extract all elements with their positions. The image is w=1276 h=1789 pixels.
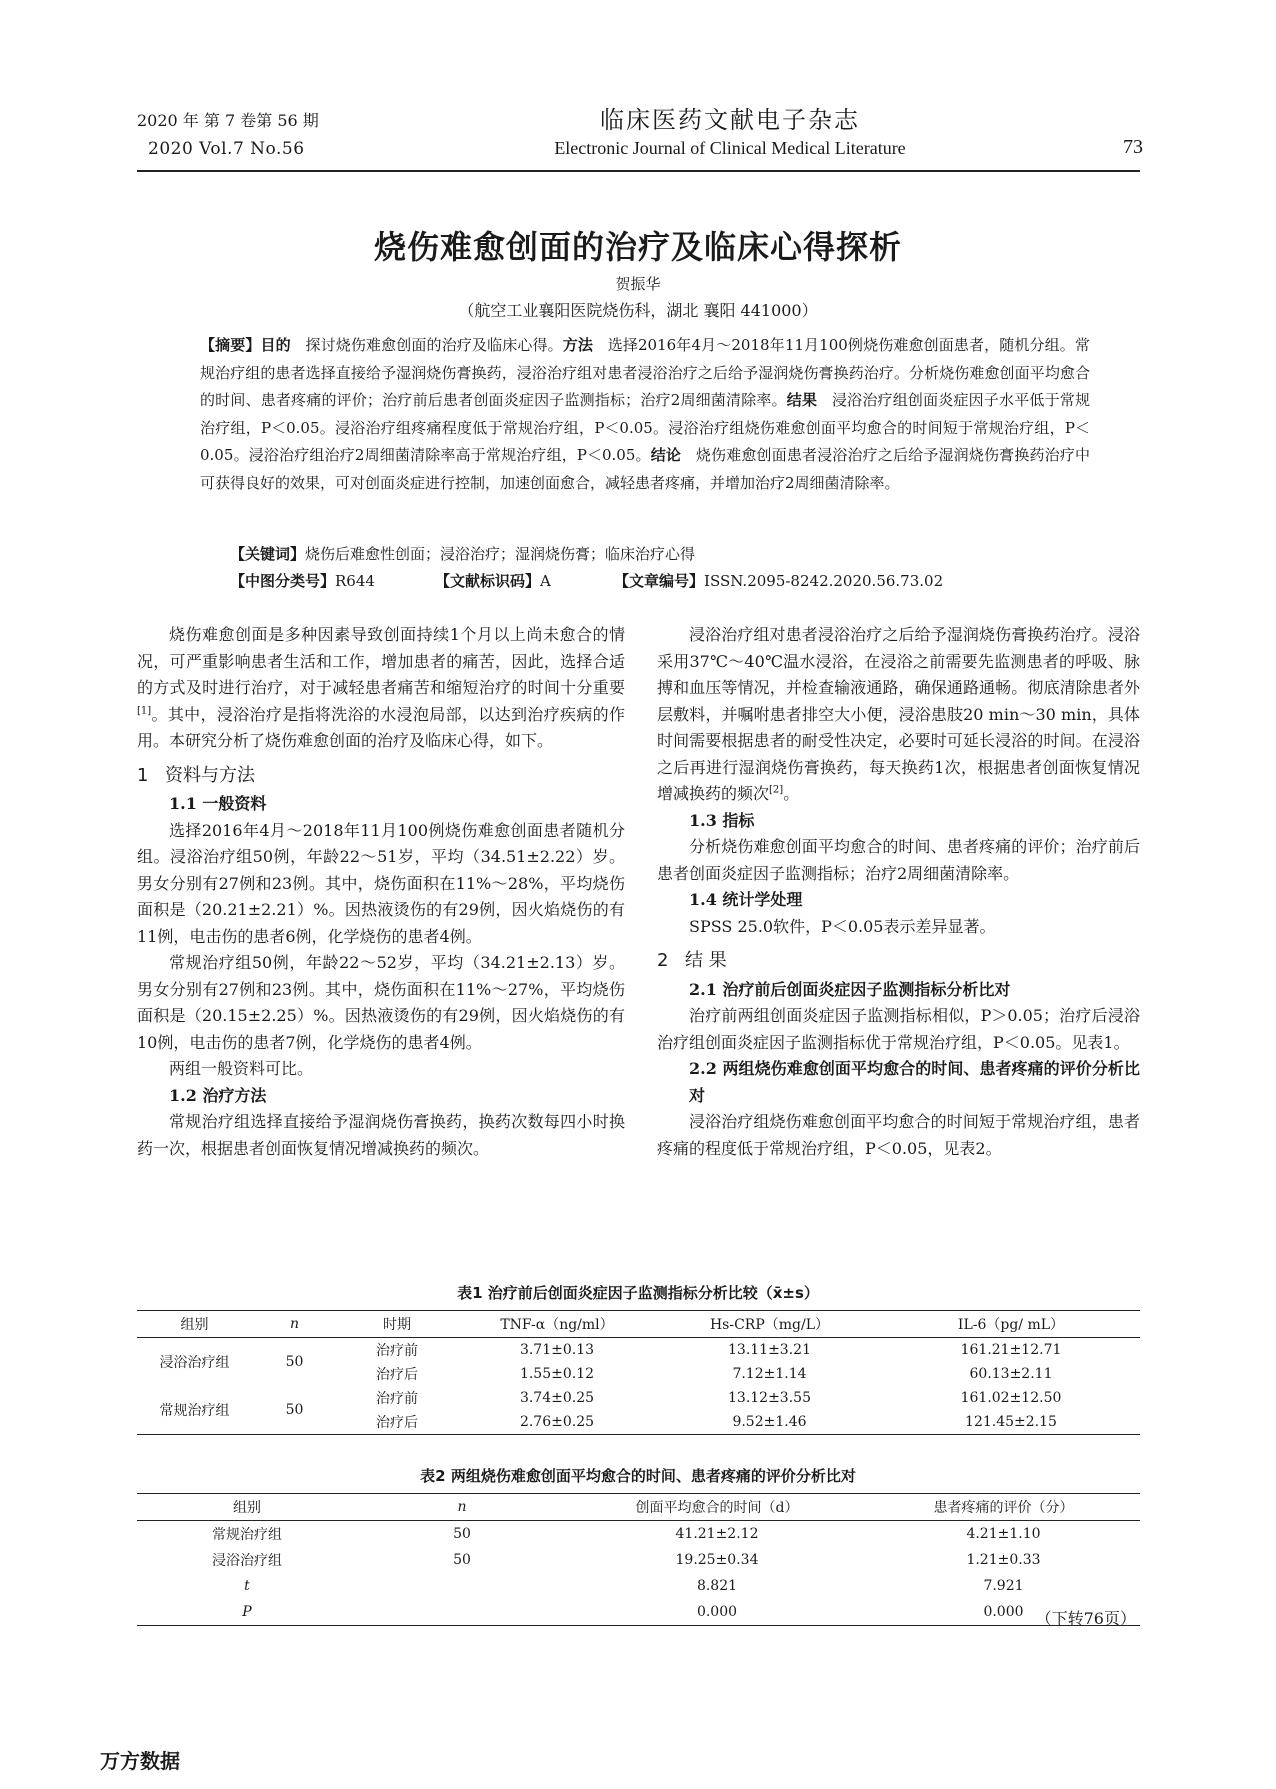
table2-cell [357,1599,567,1626]
table1-header-cell: 组别 [137,1311,252,1338]
il6-value: 60.13±2.11 [969,1366,1053,1382]
il6-value: 161.21±12.71 [960,1342,1062,1358]
tnf-value: 1.55±0.12 [519,1366,595,1382]
table-row [137,1386,1140,1410]
paragraph-2-2: 浸浴治疗组烧伤难愈创面平均愈合的时间短于常规治疗组，患者疼痛的程度低于常规治疗组，P＜0.05，见表2。 [657,1112,1140,1158]
table-row [137,1521,1140,1548]
table1-header-cell: Hs-CRP（mg/L） [657,1311,882,1338]
table2-caption: 表2 两组烧伤难愈创面平均愈合的时间、患者疼痛的评价分析比对 [420,1467,856,1485]
issue-en: 2020 Vol.7 No.56 [148,139,305,159]
table2-cell: 4.21±1.10 [966,1526,1041,1542]
paragraph-1-2-b: 浸浴治疗组对患者浸浴治疗之后给予湿润烧伤膏换药治疗。浸浴采用37℃～40℃温水浸浴，在浸浴之前需要先监测患者的呼吸、脉搏和血压等情况，并检查输液通路，确保通路通畅。彻底清除患者外层敷料，并嘱咐患者排空大小便，浸浴患肢20 min～30 min，具体时间需要根据患者的耐受性决定，必要时可延长浸浴的时间。在浸浴之后再进行湿润烧伤膏换药，每天换药1次，根据患者创面恢复情况增减换药的频次[2]。 [657,625,1140,803]
table2-cell: 7.921 [983,1578,1024,1594]
keywords [230,543,1090,564]
crp-value: 13.12±3.55 [728,1390,811,1406]
watermark: 万方数据 [100,1749,180,1773]
header-rule [137,170,1140,172]
table-row [137,1338,1140,1363]
table2-header-cell: 创面平均愈合的时间（d） [567,1494,867,1521]
tnf-value: 3.74±0.25 [519,1390,595,1406]
table2-cell: 常规治疗组 [212,1527,282,1543]
abstract-label: 【摘要】 [200,336,261,354]
tnf-value: 2.76±0.25 [519,1414,595,1430]
body-left-column [137,622,625,1162]
table1-header-cell: n [252,1311,337,1338]
section-1-3-heading: 1.3 指标 [689,810,755,830]
group-n: 50 [285,1354,304,1370]
ref-2: [2] [769,784,784,796]
method-text: 选择2016年4月～2018年11月100例烧伤难愈创面患者，随机分组。常规治疗组的患者选择直接给予湿润烧伤膏换药，浸浴治疗组对患者浸浴治疗之后给予湿润烧伤膏换药治疗。分析烧伤难愈创面平均愈合的时间、患者疼痛的评价；治疗前后患者创面炎症因子监测指标；治疗2周细菌清除率。 [200,336,1090,409]
crp-value: 7.12±1.14 [732,1366,807,1382]
table2-cell: 8.821 [696,1578,738,1594]
period: 治疗后 [376,1367,418,1383]
paragraph-1-1-b: 常规治疗组50例，年龄22～52岁，平均（34.21±2.13）岁。男女分别有27例和23例。其中，烧伤面积在11%～27%，平均烧伤面积是（20.15±2.25）%。因热液烫伤的有29例，因火焰烧伤的有10例，电击伤的患者7例，化学烧伤的患者4例。 [137,953,625,1052]
doc-value: A [540,572,551,590]
purpose-label: 目的 [260,336,291,354]
ref-1: [1] [137,705,152,717]
method-label: 方法 [562,336,594,354]
table2-cell: 50 [453,1552,471,1568]
section-1-4-heading: 1.4 统计学处理 [689,890,803,909]
section-1-2-heading: 1.2 治疗方法 [169,1085,267,1105]
continued-note: （下转76页） [1035,1609,1136,1628]
table2 [137,1493,1140,1626]
intro-paragraph: 烧伤难愈创面是多种因素导致创面持续1个月以上尚未愈合的情况，可严重影响患者生活和工作，增加患者的痛苦，因此，选择合适的方式及时进行治疗，对于减轻患者痛苦和缩短治疗的时间十分重要[1]。其中，浸浴治疗是指将洗浴的水浸泡局部，以达到治疗疾病的作用。本研究分析了烧伤难愈创面的治疗及临床心得，如下。 [137,625,625,750]
paragraph-1-3: 分析烧伤难愈创面平均愈合的时间、患者疼痛的评价；治疗前后患者创面炎症因子监测指标；治疗2周细菌清除率。 [657,837,1140,883]
table2-cell: 41.21±2.12 [675,1526,759,1542]
table1-caption: 表1 治疗前后创面炎症因子监测指标分析比较（x̄±s） [457,1284,819,1302]
journal-title-en: Electronic Journal of Clinical Medical Literature [554,138,906,158]
crp-value: 9.52±1.46 [732,1414,807,1430]
period: 治疗前 [376,1391,418,1407]
table2-header-cell: 患者疼痛的评价（分） [867,1494,1140,1521]
clc-label: 【中图分类号】 [230,572,336,590]
section-1-heading: 1 资料与方法 [137,764,255,786]
result-label: 结果 [786,391,818,409]
table2-cell: P [242,1604,252,1620]
abstract [200,332,1090,497]
table1-header-cell: IL-6（pg/ mL） [882,1311,1140,1338]
section-1-1-heading: 1.1 一般资料 [169,794,267,813]
journal-title-cn: 临床医药文献电子杂志 [600,106,860,134]
paragraph-1-1-c: 两组一般资料可比。 [169,1059,314,1078]
author: 贺振华 [615,275,661,293]
conclusion-text: 烧伤难愈创面患者浸浴治疗之后给予湿润烧伤膏换药治疗中可获得良好的效果，可对创面炎症进行控制，加速创面愈合，减轻患者疼痛，并增加治疗2周细菌清除率。 [200,446,1090,492]
article-title: 烧伤难愈创面的治疗及临床心得探析 [373,228,902,266]
table2-cell: 0.000 [696,1604,738,1620]
period: 治疗后 [376,1415,418,1431]
table1 [137,1310,1140,1435]
table2-cell: 浸浴治疗组 [212,1553,282,1569]
tnf-value: 3.71±0.13 [519,1342,595,1358]
table2-cell [357,1573,567,1599]
table2-cell: t [244,1578,250,1594]
section-2-heading: 2 结 果 [657,950,727,971]
art-value: ISSN.2095-8242.2020.56.73.02 [704,572,944,590]
table1-header-cell: 时期 [337,1311,457,1338]
table2-header-cell: 组别 [137,1494,357,1521]
section-2-2-heading: 2.2 两组烧伤难愈创面平均愈合的时间、患者疼痛的评价分析比对 [689,1059,1140,1105]
group-name: 常规治疗组 [159,1403,230,1419]
table1-header-row [137,1311,1140,1338]
table-row [137,1547,1140,1573]
paragraph-1-4: SPSS 25.0软件，P＜0.05表示差异显著。 [689,916,996,936]
purpose-text: 探讨烧伤难愈创面的治疗及临床心得。 [305,336,563,354]
paragraph-1-1-a: 选择2016年4月～2018年11月100例烧伤难愈创面患者随机分组。浸浴治疗组50例，年龄22～51岁，平均（34.51±2.22）岁。男女分别有27例和23例。其中，烧伤面积在11%～28%，平均烧伤面积是（20.21±2.21）%。因热液烫伤的有29例，因火焰烧伤的有11例，电击伤的患者6例，化学烧伤的患者4例。 [137,820,625,946]
table2-cell: 1.21±0.33 [966,1552,1041,1568]
keywords-label: 【关键词】 [230,545,306,563]
conclusion-label: 结论 [650,446,682,464]
art-label: 【文章编号】 [614,572,705,590]
section-2-1-heading: 2.1 治疗前后创面炎症因子监测指标分析比对 [689,979,1011,999]
table2-header-row [137,1494,1140,1521]
page-number: 73 [1123,136,1143,158]
classification [230,570,1130,591]
paragraph-2-1: 治疗前两组创面炎症因子监测指标相似，P＞0.05；治疗后浸浴治疗组创面炎症因子监测指标优于常规治疗组，P＜0.05。见表1。 [657,1006,1140,1052]
il6-value: 161.02±12.50 [960,1390,1062,1406]
clc-value: R644 [335,572,375,590]
il6-value: 121.45±2.15 [965,1414,1057,1430]
table2-cell: 50 [453,1526,471,1542]
table1-header-cell: TNF-α（ng/ml） [457,1311,657,1338]
issue-cn: 2020 年 第 7 卷第 56 期 [137,111,319,130]
table2-cell: 0.000 [983,1604,1024,1620]
table-row [137,1573,1140,1599]
result-text: 浸浴治疗组创面炎症因子水平低于常规治疗组，P＜0.05。浸浴治疗组疼痛程度低于常规治疗组，P＜0.05。浸浴治疗组烧伤难愈创面平均愈合的时间短于常规治疗组，P＜0.05。浸浴治疗组治疗2周细菌清除率高于常规治疗组，P＜0.05。 [200,391,1090,464]
crp-value: 13.11±3.21 [728,1342,811,1358]
keywords-text: 烧伤后难愈性创面；浸浴治疗；湿润烧伤膏；临床治疗心得 [305,545,696,563]
group-n: 50 [285,1402,304,1418]
doc-label: 【文献标识码】 [435,572,541,590]
period: 治疗前 [376,1343,418,1359]
table2-header-cell: n [357,1494,567,1521]
paragraph-1-2: 常规治疗组选择直接给予湿润烧伤膏换药，换药次数每四小时换药一次，根据患者创面恢复情况增减换药的频次。 [137,1112,625,1158]
table2-cell: 19.25±0.34 [675,1552,759,1568]
affiliation: （航空工业襄阳医院烧伤科，湖北 襄阳 441000） [458,301,818,320]
table-row [137,1599,1140,1626]
group-name: 浸浴治疗组 [159,1355,230,1371]
body-right-column [657,622,1140,1162]
